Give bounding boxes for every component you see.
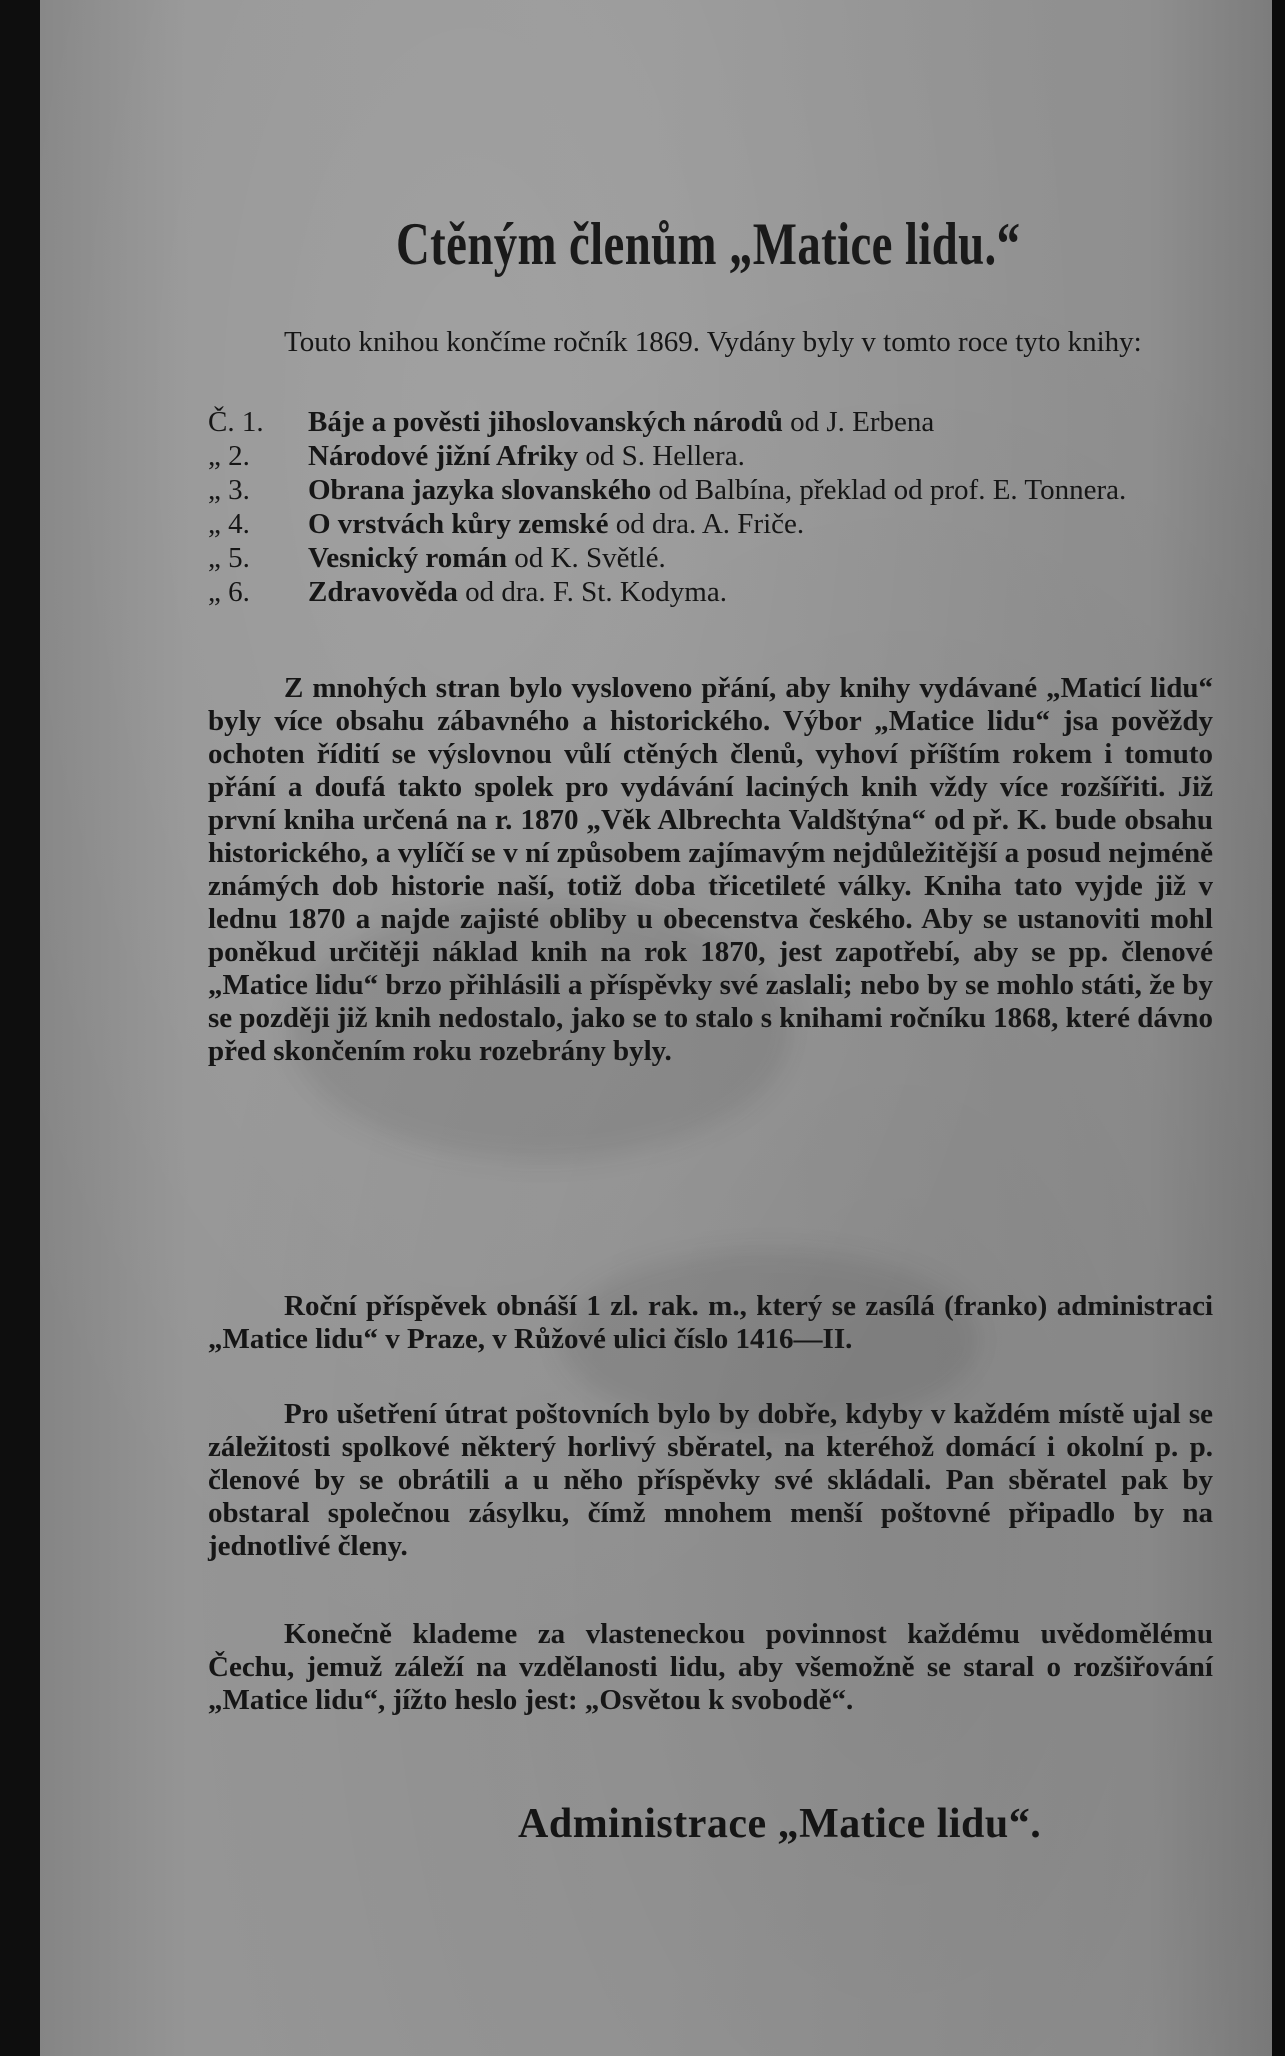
- list-item: [208, 473, 1213, 507]
- book-title: Národové jižní Afriky: [308, 440, 579, 472]
- list-marker: Č. 1.: [208, 406, 264, 438]
- page-title: Ctěným členům „Matice lidu.“: [396, 211, 1021, 277]
- book-author: od dra. A. Friče.: [608, 508, 805, 540]
- list-marker: „ 2.: [208, 440, 250, 472]
- list-item: [208, 575, 1213, 609]
- list-item: [208, 439, 1213, 473]
- book-list: [208, 405, 1213, 609]
- book-title: Báje a pověsti jihoslovanských národů: [308, 406, 783, 438]
- collector-paragraph: Pro ušetření útrat poštovních bylo by dobře, kdyby v každém místě ujal se záležitosti spolkové některý horlivý sběratel, na kteréhož domácí i okolní p. p. členové by se obrátili a u něho příspěvky své skládali. Pan sběratel pak by obstaral společnou zásylku, čímž mnohem menší poštovné připadlo by na jednotlivé členy.: [208, 1398, 1213, 1562]
- list-marker: „ 6.: [208, 576, 250, 608]
- page-paper: [40, 0, 1272, 2056]
- book-author: od K. Světlé.: [507, 542, 666, 574]
- book-author: od S. Hellera.: [578, 440, 745, 472]
- page-edge: [1272, 0, 1285, 2056]
- book-author: od dra. F. St. Kodyma.: [457, 576, 727, 608]
- book-title: Vesnický román: [308, 542, 508, 574]
- list-marker: „ 4.: [208, 508, 250, 540]
- duty-paragraph: Konečně klademe za vlasteneckou povinnost každému uvědomělému Čechu, jemuž záleží na vzdělanosti lidu, aby všemožně se staral o rozšiřování „Matice lidu“, jížto heslo jest: „Osvětou k svobodě“.: [208, 1618, 1213, 1716]
- list-marker: „ 5.: [208, 542, 250, 574]
- book-author: od Balbína, překlad od prof. E. Tonnera.: [651, 474, 1127, 506]
- intro-paragraph: Touto knihou končíme ročník 1869. Vydány byly v tomto roce tyto knihy:: [284, 326, 1142, 358]
- wishes-paragraph: Z mnohých stran bylo vysloveno přání, aby knihy vydávané „Maticí lidu“ byly více obsahu zábavného a historického. Výbor „Matice lidu“ jsa pověždy ochoten řídití se výslovnou vůlí ctěných členů, vyhoví příštím rokem i tomuto přání a doufá takto spolek pro vydávání laciných knih vždy více rozšířiti. Již první kniha určená na r. 1870 „Věk Albrechta Valdštýna“ od př. K. bude obsahu historického, a vylíčí se v ní způsobem zajímavým nejdůležitější a posud nejméně známých dob historie naší, totiž doba třicetileté války. Kniha tato vyjde již v lednu 1870 a najde zajisté obliby u obecenstva českého. Aby se ustanoviti mohl poněkud určitěji náklad knih na rok 1870, jest zapotřebí, aby se pp. členové „Matice lidu“ brzo přihlásili a příspěvky své zaslali; nebo by se mohlo státi, že by se později již knih nedostalo, jako se to stalo s knihami ročníku 1868, které dávno před skončením roku rozebrány byly.: [208, 672, 1213, 1067]
- book-title: O vrstvách kůry zemské: [308, 508, 609, 540]
- fee-paragraph: Roční příspěvek obnáší 1 zl. rak. m., který se zasílá (franko) administraci „Matice lidu“ v Praze, v Růžové ulici číslo 1416—II.: [208, 1290, 1213, 1355]
- list-item: [208, 541, 1213, 575]
- book-title: Zdravověda: [308, 576, 458, 608]
- list-marker: „ 3.: [208, 474, 250, 506]
- book-author: od J. Erbena: [782, 406, 935, 438]
- book-title: Obrana jazyka slovanského: [308, 474, 652, 506]
- list-item: [208, 405, 1213, 439]
- list-item: [208, 507, 1213, 541]
- signature: Administrace „Matice lidu“.: [518, 1801, 1042, 1847]
